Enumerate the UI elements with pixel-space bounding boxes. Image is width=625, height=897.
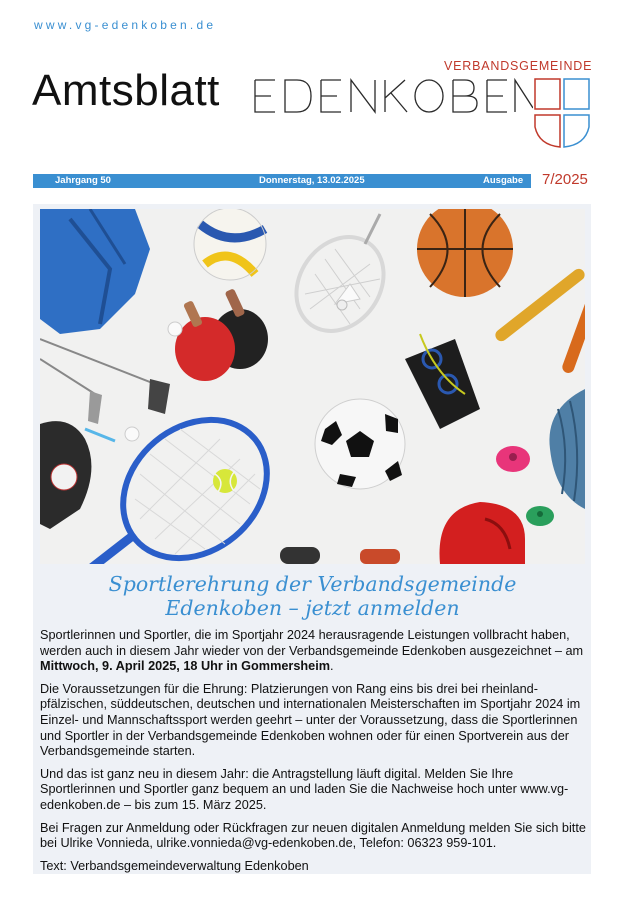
masthead-title: Amtsblatt	[32, 66, 220, 115]
paragraph-requirements: Die Voraussetzungen für die Ehrung: Platzierungen von Rang eins bis drei bei rheinland-pfälzischen, süddeutschen, deutschen und internationalen Meisterschaften im Sportjahr 2024 im Einzel- und Mannschaftssport werden geehrt – unter der Voraussetzung, dass die Sportlerinnen und Sportler in der Verbandsgemeinde Edenkoben wohnen oder für einen Sportverein aus der Verbandsgemeinde starten.	[40, 681, 581, 759]
issue-info-bar	[33, 174, 531, 188]
soccer-ball-icon	[315, 399, 405, 489]
paragraph-registration: Und das ist ganz neu in diesem Jahr: die Antragstellung läuft digital. Melden Sie Ihre Sportlerinnen und Sportler ganz bequem an und laden Sie die Nachweise hoch unter www.vg-edenkoben.de – bis zum 15. März 2025.	[40, 766, 569, 812]
paragraph-contact: Bei Fragen zur Anmeldung oder Rückfragen zur neuen digitalen Anmeldung melden Sie sich bitte bei Ulrike Vonnieda, ulrike.vonnieda@vg-edenkoben.de, Telefon: 06323 959-101.	[40, 820, 586, 851]
article-body	[40, 628, 588, 881]
paragraph-date-end: .	[330, 659, 334, 674]
headline-line-1: Sportlerehrung der Verbandsgemeinde	[108, 572, 517, 596]
article-credit: Text: Verbandsgemeindeverwaltung Edenkoben	[40, 858, 309, 873]
website-url[interactable]: www.vg-edenkoben.de	[34, 18, 217, 32]
volleyball-icon	[194, 209, 266, 280]
headline-line-2: Edenkoben – jetzt anmelden	[165, 596, 460, 620]
issue-number: 7/2025	[542, 171, 588, 188]
verbandsgemeinde-label: VERBANDSGEMEINDE	[444, 59, 593, 73]
paragraph-date	[40, 628, 588, 675]
paragraph-date-text: Sportlerinnen und Sportler, die im Sportjahr 2024 herausragende Leistungen vollbracht haben, werden auch in diesem Jahr wieder von der Verbandsgemeinde Edenkoben ausgezeichnet – am	[40, 628, 584, 658]
event-date-time: Mittwoch, 9. April 2025, 18 Uhr in Gommersheim	[40, 659, 331, 674]
verbandsgemeinde-crest-icon	[533, 77, 593, 149]
volume-label: Jahrgang 50	[55, 175, 111, 186]
issue-date: Donnerstag, 13.02.2025	[259, 175, 365, 186]
tennis-ball-icon	[213, 469, 237, 493]
article-headline	[40, 572, 585, 620]
sports-equipment-photo	[40, 209, 585, 564]
edition-label: Ausgabe	[483, 175, 524, 186]
edenkoben-wordmark-logo	[253, 78, 533, 114]
